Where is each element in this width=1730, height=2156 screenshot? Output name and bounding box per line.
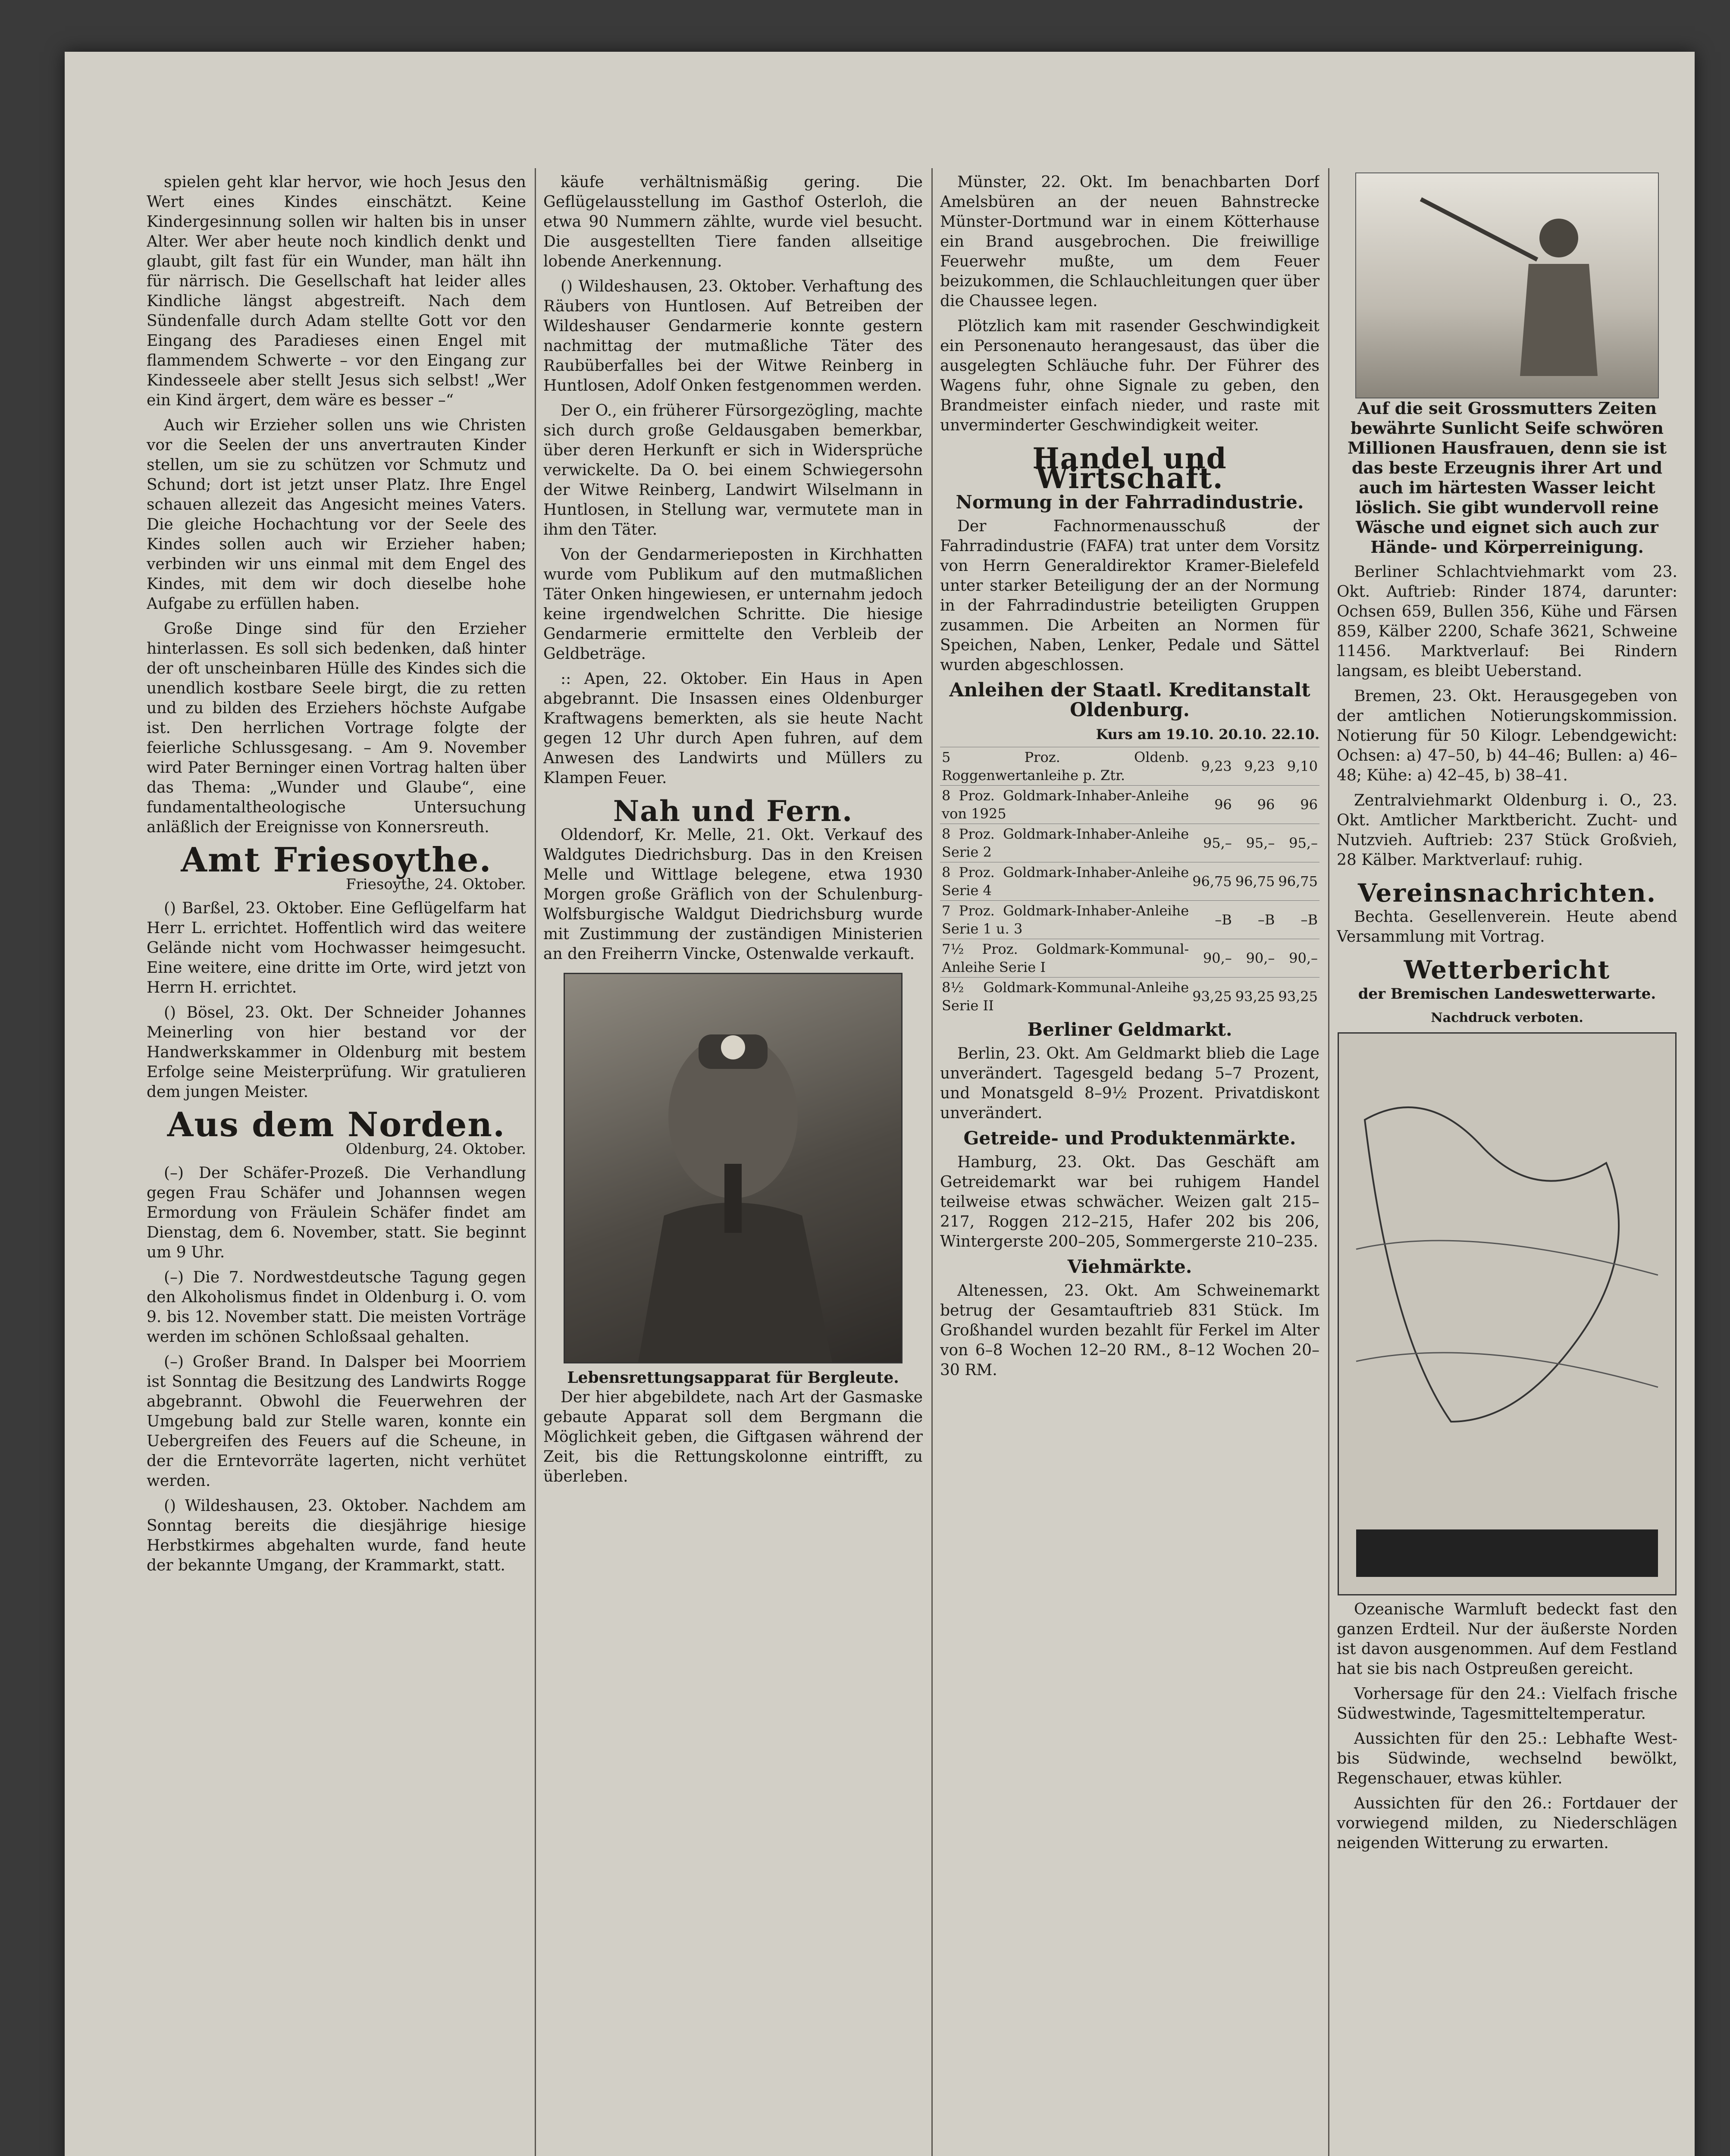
article-paragraph: (–) Der Schäfer-Prozeß. Die Verhandlung gegen Frau Schäfer und Johannsen wegen Ermordung von Fräulein Schäfer findet am Dienstag, dem 6. November, statt. Sie beginnt um 9 Uhr.: [147, 1164, 526, 1261]
table-cell: 90,–: [1191, 939, 1234, 978]
table-cell: –B: [1191, 901, 1234, 939]
table-cell: 7½ Proz. Goldmark-Kommunal-Anleihe Serie I: [940, 939, 1191, 978]
article-paragraph: (–) Die 7. Nordwestdeutsche Tagung gegen den Alkoholismus findet in Oldenburg i. O. vom 9. bis 12. November statt. Die meisten Vorträge werden im schönen Schloßsaal gehalten.: [147, 1269, 526, 1346]
article-paragraph: Bremen, 23. Okt. Herausgegeben von der amtlichen Notierungskommission. Notierung für 50 Kilogr. Lebendgewicht: Ochsen: a) 47–50, b) 44–46; Bullen: a) 46–48; Kühe: a) 42–45, b) 38–41.: [1337, 687, 1677, 784]
table-cell: 96: [1191, 786, 1234, 824]
table-cell: 96: [1276, 786, 1319, 824]
kurs-table: [940, 747, 1319, 1015]
kurs-table-header: Kurs am 19.10. 20.10. 22.10.: [1096, 726, 1319, 743]
article-paragraph: Münster, 22. Okt. Im benachbarten Dorf Amelsbüren an der neuen Bahnstrecke Münster-Dortmund war in einem Kötterhause ein Brand ausgebrochen. Die freiwillige Feuerwehr mußte, um dem Feuer beizukommen, die Schlauchleitungen quer über die Chaussee legen.: [940, 173, 1319, 310]
article-paragraph: (–) Großer Brand. In Dalsper bei Moorriem ist Sonntag die Besitzung des Landwirts Rogge abgebrannt. Obwohl die Feuerwehren der Umgebung bald zur Stelle waren, konnte ein Uebergreifen des Feuers auf die Scheune, in der die Erntevorräte lagerten, nicht verhütet werden.: [147, 1353, 526, 1490]
article-paragraph: Von der Gendarmerieposten in Kirchhatten wurde vom Publikum auf den mutmaßlichen Täter Onken hingewiesen, er unternahm jedoch keine irgendwelchen Schritte. Die hiesige Gendarmerie ermittelte den Verbleib der Geldbeträge.: [543, 546, 923, 663]
table-cell: –B: [1276, 901, 1319, 939]
section-heading-aus-dem-norden: Aus dem Norden.: [167, 1105, 506, 1144]
weather-map-icon: [1339, 1034, 1675, 1594]
article-paragraph: Ozeanische Warmluft bedeckt fast den ganzen Erdteil. Nur der äußerste Norden ist davon ausgenommen. Auf dem Festland hat sie bis nach Ostpreußen gereicht.: [1337, 1601, 1677, 1678]
table-cell: –B: [1234, 901, 1277, 939]
table-cell: 96,75: [1276, 862, 1319, 901]
column-rule: [1328, 168, 1329, 2156]
article-paragraph: Aussichten für den 25.: Lebhafte West- bis Südwinde, wechselnd bewölkt, Regenschauer, etwas kühler.: [1337, 1730, 1677, 1787]
table-row: [940, 978, 1319, 1016]
table-cell: 8½ Goldmark-Kommunal-Anleihe Serie II: [940, 978, 1191, 1016]
article-paragraph: Auch wir Erzieher sollen uns wie Christen vor die Seelen der uns anvertrauten Kinder stellen, um sie zu schützen vor Schmutz und Schund; dort ist jetzt unser Platz. Ihre Engel schauen allezeit das Angesicht meines Vaters. Die gleiche Hochachtung vor der Seele des Kindes sollen auch wir Erzieher haben; verbinden wir uns einmal mit dem Engel des Kindes, mit dem wir doch dieselbe hohe Aufgabe zu erfüllen haben.: [147, 417, 526, 613]
table-cell: 95,–: [1191, 824, 1234, 862]
table-cell: 8 Proz. Goldmark-Inhaber-Anleihe Serie 2: [940, 824, 1191, 862]
table-cell: 7 Proz. Goldmark-Inhaber-Anleihe Serie 1 u. 3: [940, 901, 1191, 939]
table-cell: 93,25: [1234, 978, 1277, 1016]
table-cell: 96,75: [1191, 862, 1234, 901]
subheading-wetterwarte: der Bremischen Landeswetterwarte.: [1358, 985, 1656, 1003]
table-cell: 93,25: [1276, 978, 1319, 1016]
article-paragraph: Berliner Schlachtviehmarkt vom 23. Okt. Auftrieb: Rinder 1874, darunter: Ochsen 659, Bullen 356, Kühe und Färsen 859, Kälber 2200, Schafe 3621, Schweine 11456. Marktverlauf: Bei Rindern langsam, es bleibt Ueberstand.: [1337, 563, 1677, 680]
miner-rescue-apparatus-photo: [564, 973, 903, 1363]
article-paragraph: Der hier abgebildete, nach Art der Gasmaske gebaute Apparat soll dem Bergmann die Möglichkeit geben, die Giftgasen während der Zeit, bis die Rettungskolonne eintrifft, zu überleben.: [543, 1388, 923, 1485]
table-cell: 93,25: [1191, 978, 1234, 1016]
table-cell: 96,75: [1234, 862, 1277, 901]
article-paragraph: Oldendorf, Kr. Melle, 21. Okt. Verkauf des Waldgutes Diedrichsburg. Das in den Kreisen Melle und Wittlage belegene, etwa 1930 Morgen große Gräflich von der Schulenburg-Wolfsburgische Waldgut Diedrichsburg wurde mit Zustimmung der zuständigen Ministerien an den Freiherrn Vincke, Ostenwalde verkauft.: [543, 826, 923, 963]
column-3: [940, 172, 1319, 2156]
article-paragraph: Der Fachnormenausschuß der Fahrradindustrie (FAFA) trat unter dem Vorsitz von Herrn Generaldirektor Kramer-Bielefeld unter starker Beteiligung der an der Normung in der Fahrradindustrie beteiligten Gruppen zusammen. Die Arbeiten an Normen für Speichen, Naben, Lenker, Pedale und Sättel wurden abgeschlossen.: [940, 517, 1319, 674]
subheading-geldmarkt: Berliner Geldmarkt.: [1027, 1019, 1232, 1040]
table-cell: 9,23: [1191, 747, 1234, 786]
dateline: Oldenburg, 24. Oktober.: [345, 1141, 526, 1158]
table-row: [940, 862, 1319, 901]
table-row: [940, 786, 1319, 824]
section-heading-amt-friesoythe: Amt Friesoythe.: [181, 840, 492, 880]
section-heading-handel: Handel und Wirtschaft.: [1032, 442, 1227, 495]
column-rule: [931, 168, 933, 2156]
article-paragraph: () Barßel, 23. Oktober. Eine Geflügelfarm hat Herr L. errichtet. Hoffentlich wird das weitere Gelände nicht vom Hochwasser heimgesucht. Eine weitere, eine dritte im Orte, wird jetzt von Herrn H. errichtet.: [147, 899, 526, 997]
table-row: [940, 901, 1319, 939]
article-paragraph: () Bösel, 23. Okt. Der Schneider Johannes Meinerling von hier bestand vor der Handwerkskammer in Oldenburg mit bestem Erfolge seine Meisterprüfung. Wir gratulieren dem jungen Meister.: [147, 1004, 526, 1101]
article-paragraph: spielen geht klar hervor, wie hoch Jesus den Wert eines Kindes einschätzt. Keine Kindergesinnung sollen wir halten bis in unser Alter. Wer aber heute noch kindlich denkt und glaubt, gilt fast für ein Wunder, man hält ihn für närrisch. Die Gesellschaft hat leider alles Kindliche längst abgestreift. Nach dem Sündenfalle durch Adam stellte Gott vor den Eingang des Paradieses einen Engel mit flammendem Schwerte – vor den Eingang zur Kindesseele aber stellt Jesus sich selbst! „Wer ein Kind ärgert, dem wäre es besser –“: [147, 173, 526, 409]
table-cell: 9,10: [1276, 747, 1319, 786]
subheading-getreide: Getreide- und Produktenmärkte.: [963, 1128, 1296, 1149]
table-cell: 8 Proz. Goldmark-Inhaber-Anleihe von 1925: [940, 786, 1191, 824]
table-cell: 95,–: [1276, 824, 1319, 862]
miner-figure-icon: [565, 974, 901, 1362]
subheading-viehmaerkte: Viehmärkte.: [1067, 1256, 1192, 1277]
section-heading-vereinsnachrichten: Vereinsnachrichten.: [1357, 878, 1657, 908]
weather-map: [1338, 1032, 1677, 1595]
table-cell: 8 Proz. Goldmark-Inhaber-Anleihe Serie 4: [940, 862, 1191, 901]
table-cell: 9,23: [1234, 747, 1277, 786]
column-rule: [535, 168, 536, 2156]
article-paragraph: Berlin, 23. Okt. Am Geldmarkt blieb die Lage unverändert. Tagesgeld bedang 5–7 Prozent, und Monatsgeld 8–9½ Prozent. Privatdiskont unverändert.: [940, 1045, 1319, 1122]
woman-washing-icon: [1356, 173, 1658, 398]
article-paragraph: Große Dinge sind für den Erzieher hinterlassen. Es soll sich bedenken, daß hinter der oft unscheinbaren Hülle des Kindes sich die unendlich kostbare Seele birgt, die zu retten und zu bilden des Erziehers höchste Aufgabe ist. Den herrlichen Vortrage folgte der feierliche Schlussgesang. – Am 9. November wird Pater Berninger einen Vortrag halten über das Thema: „Wunder und Glaube“, eine fundamentaltheologische Untersuchung anläßlich der Ereignisse von Konnersreuth.: [147, 620, 526, 836]
subheading-anleihen: Anleihen der Staatl. Kreditanstalt Oldenburg.: [949, 679, 1310, 721]
table-cell: 96: [1234, 786, 1277, 824]
article-paragraph: :: Apen, 22. Oktober. Ein Haus in Apen abgebrannt. Die Insassen eines Oldenburger Kraftwagens bemerkten, als sie heute Nacht gegen 12 Uhr durch Apen fuhren, auf dem Anwesen des Landwirts und Müllers zu Klampen Feuer.: [543, 670, 923, 787]
sunlicht-ad-illustration: [1355, 172, 1659, 398]
article-paragraph: Vorhersage für den 24.: Vielfach frische Südwestwinde, Tagesmitteltemperatur.: [1337, 1685, 1677, 1723]
section-heading-nah-und-fern: Nah und Fern.: [613, 794, 853, 828]
table-cell: 90,–: [1234, 939, 1277, 978]
article-paragraph: Hamburg, 23. Okt. Das Geschäft am Getreidemarkt war bei ruhigem Handel teilweise etwas schwächer. Weizen galt 215–217, Roggen 212–215, Hafer 202 bis 206, Wintergerste 200–205, Sommergerste 210–235.: [940, 1153, 1319, 1250]
article-paragraph: Bechta. Gesellenverein. Heute abend Versammlung mit Vortrag.: [1337, 908, 1677, 946]
section-heading-wetterbericht: Wetterbericht: [1404, 955, 1611, 984]
photo-caption: Lebensrettungsapparat für Bergleute.: [567, 1369, 899, 1387]
column-4: [1337, 172, 1677, 2156]
column-1: [147, 172, 526, 2156]
article-paragraph: () Wildeshausen, 23. Oktober. Nachdem am Sonntag bereits die diesjährige hiesige Herbstkirmes abgehalten wurde, fand heute der bekannte Umgang, der Krammarkt, statt.: [147, 1497, 526, 1574]
dateline: Friesoythe, 24. Oktober.: [346, 876, 526, 893]
table-cell: 90,–: [1276, 939, 1319, 978]
article-paragraph: Plötzlich kam mit rasender Geschwindigkeit ein Personenauto herangesaust, das über die ausgelegten Schläuche fuhr. Der Führer des Wagens fuhr, ohne Signale zu geben, den Brandmeister einfach nieder, und raste mit unverminderter Geschwindigkeit weiter.: [940, 317, 1319, 434]
table-row: [940, 939, 1319, 978]
subheading-normung: Normung in der Fahrradindustrie.: [956, 492, 1304, 513]
table-row: [940, 824, 1319, 862]
table-cell: 95,–: [1234, 824, 1277, 862]
table-row: [940, 747, 1319, 786]
reprint-notice: Nachdruck verboten.: [1431, 1010, 1583, 1025]
article-paragraph: () Wildeshausen, 23. Oktober. Verhaftung des Räubers von Huntlosen. Auf Betreiben der Wildeshauser Gendarmerie konnte gestern nachmittag der mutmaßliche Täter des Raubüberfalles bei der Witwe Reinberg in Huntlosen, Adolf Onken festgenommen werden.: [543, 278, 923, 395]
article-paragraph: Altenessen, 23. Okt. Am Schweinemarkt betrug der Gesamtauftrieb 831 Stück. Im Großhandel wurden bezahlt für Ferkel im Alter von 6–8 Wochen 12–20 RM., 8–12 Wochen 20–30 RM.: [940, 1282, 1319, 1379]
article-paragraph: käufe verhältnismäßig gering. Die Geflügelausstellung im Gasthof Osterloh, die etwa 90 Nummern zählte, wurde viel besucht. Die ausgestellten Tiere fanden allseitige lobende Anerkennung.: [543, 173, 923, 270]
table-cell: 5 Proz. Oldenb. Roggenwertanleihe p. Ztr.: [940, 747, 1191, 786]
column-2: [543, 172, 923, 2156]
sunlicht-ad-text: Auf die seit Grossmutters Zeiten bewährte Sunlicht Seife schwören Millionen Hausfrauen, denn sie ist das beste Erzeugnis ihrer Art und auch im härtesten Wasser leicht löslich. Sie gibt wundervoll reine Wäsche und eignet sich auch zur Hände- und Körperreinigung.: [1347, 398, 1667, 557]
article-paragraph: Zentralviehmarkt Oldenburg i. O., 23. Okt. Amtlicher Marktbericht. Zucht- und Nutzvieh. Auftrieb: 237 Stück Großvieh, 28 Kälber. Marktverlauf: ruhig.: [1337, 792, 1677, 869]
article-paragraph: Der O., ein früherer Fürsorgezögling, machte sich durch große Geldausgaben bemerkbar, über deren Herkunft er sich in Widersprüche verwickelte. Da O. bei einem Schwiegersohn der Witwe Reinberg, Landwirt Wilselmann in Huntlosen, in Stellung war, vermutete man in ihm den Täter.: [543, 402, 923, 539]
article-paragraph: Aussichten für den 26.: Fortdauer der vorwiegend milden, zu Niederschlägen neigenden Witterung zu erwarten.: [1337, 1795, 1677, 1852]
newspaper-page: [65, 52, 1695, 2156]
